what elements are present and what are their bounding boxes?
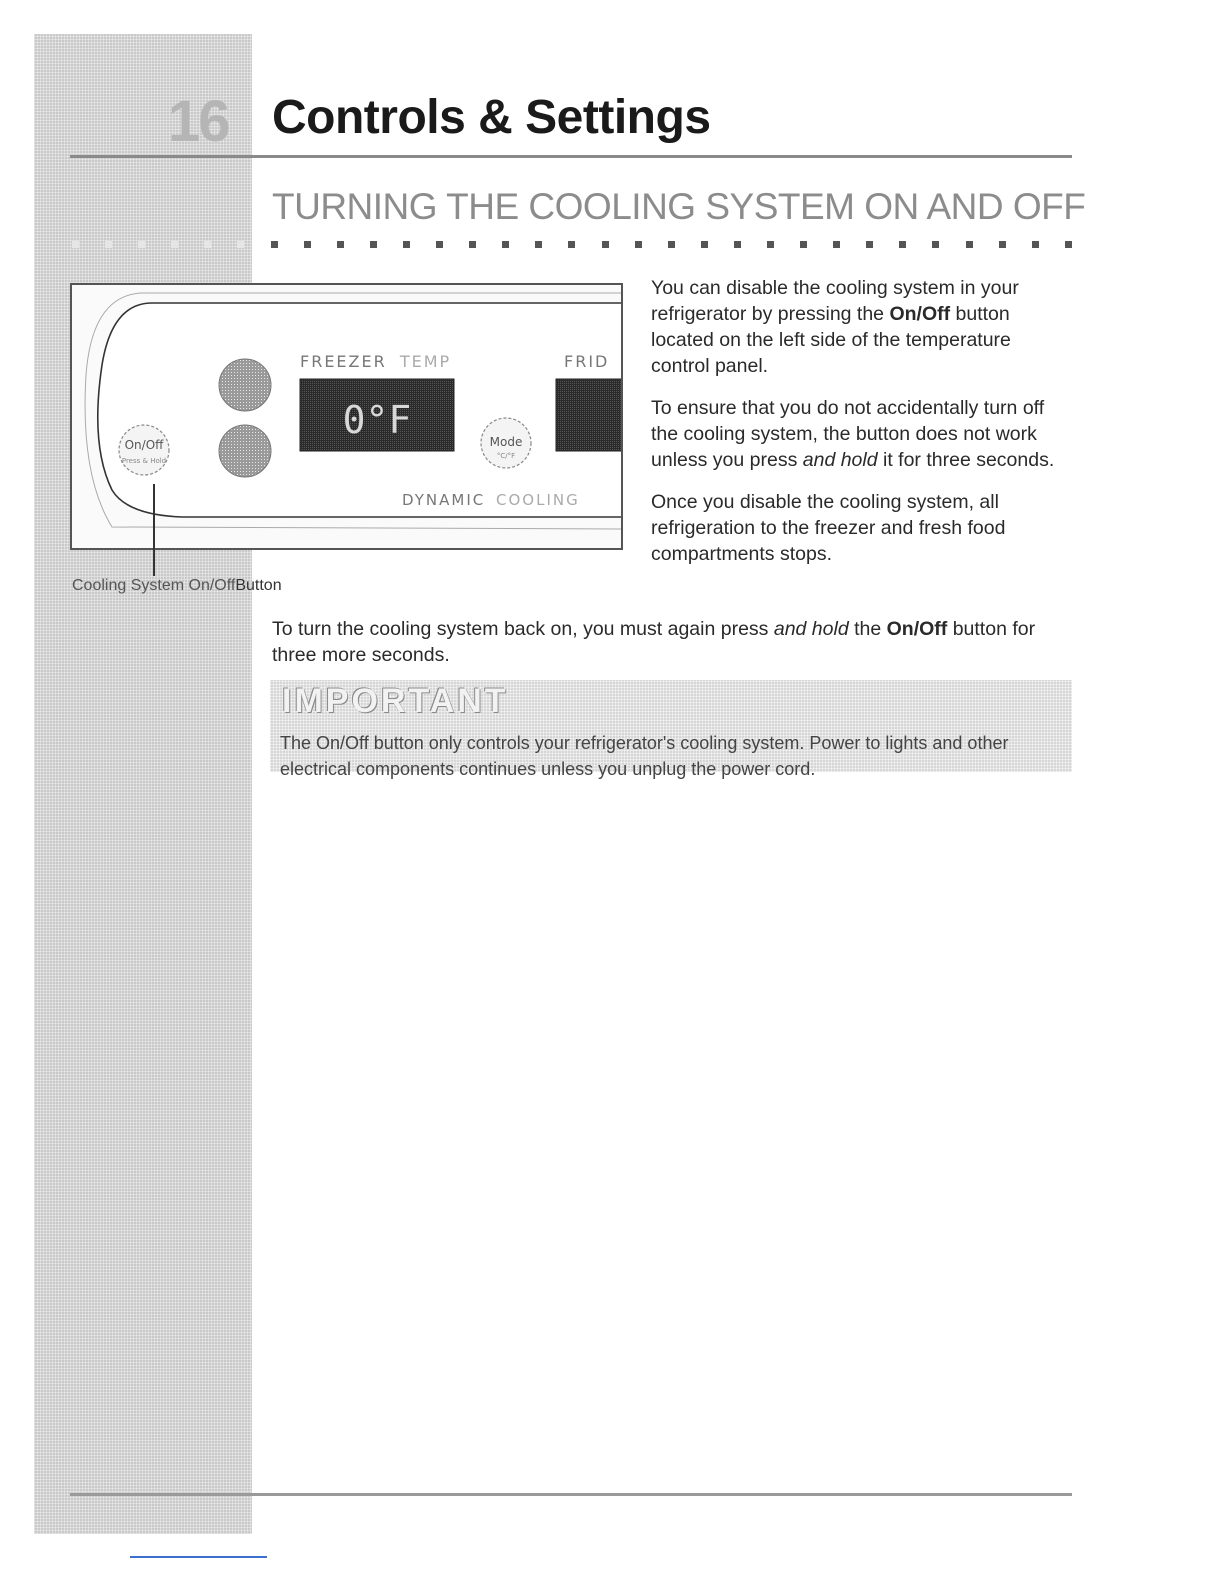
footer-rule	[70, 1493, 1072, 1496]
on-off-button-label: On/Off	[124, 438, 164, 452]
paragraph-3: Once you disable the cooling system, all refrigeration to the freezer and fresh food compartments stops.	[651, 491, 1006, 565]
paragraph-1: You can disable the cooling system in your refrigerator by pressing the On/Off button located on the left side of the temperature control panel.	[651, 277, 1019, 377]
lower-knob	[219, 425, 271, 477]
on-off-button-sublabel: Press & Hold	[121, 457, 167, 465]
important-notice	[270, 680, 1072, 779]
page-number: 16	[168, 89, 229, 154]
callout-line	[153, 484, 155, 576]
paragraph-4: To turn the cooling system back on, you must again press and hold the On/Off button for three more seconds.	[272, 618, 1036, 666]
section-heading: TURNING THE COOLING SYSTEM ON AND OFF	[272, 186, 1086, 227]
caption-part2: Button	[235, 577, 282, 594]
panel-caption	[72, 577, 282, 595]
temp-label: TEMP	[399, 352, 452, 371]
paragraph-2: To ensure that you do not accidentally turn off the cooling system, the button does not work unless you press and hold it for three seconds.	[651, 397, 1055, 471]
freezer-display-value: 0°F	[342, 398, 412, 442]
fridge-display	[556, 379, 621, 451]
svg-text:FREEZER TEMP	[300, 352, 451, 371]
chapter-title: Controls & Settings	[272, 91, 711, 144]
upper-knob	[219, 359, 271, 411]
cooling-label: COOLING	[496, 491, 580, 509]
dotted-divider	[72, 240, 1072, 248]
dynamic-label: DYNAMIC	[402, 491, 486, 509]
mode-button-label: Mode	[489, 435, 523, 449]
blue-underline	[130, 1556, 267, 1558]
freezer-label: FREEZER	[300, 352, 387, 371]
sidebar-band	[34, 34, 252, 1534]
important-text: The On/Off button only controls your refrigerator's cooling system. Power to lights and other electrical components continues unless you unplug the power cord.	[280, 733, 1009, 779]
right-column-text	[651, 275, 1071, 583]
svg-text:DYNAMIC COOLING	[402, 491, 580, 509]
fridge-label: FRID	[564, 352, 610, 371]
caption-part1: Cooling System On/Off	[72, 577, 236, 594]
header-rule	[70, 155, 1072, 158]
important-title: IMPORTANT	[282, 682, 509, 720]
mode-button-sublabel: °C/°F	[496, 452, 516, 460]
